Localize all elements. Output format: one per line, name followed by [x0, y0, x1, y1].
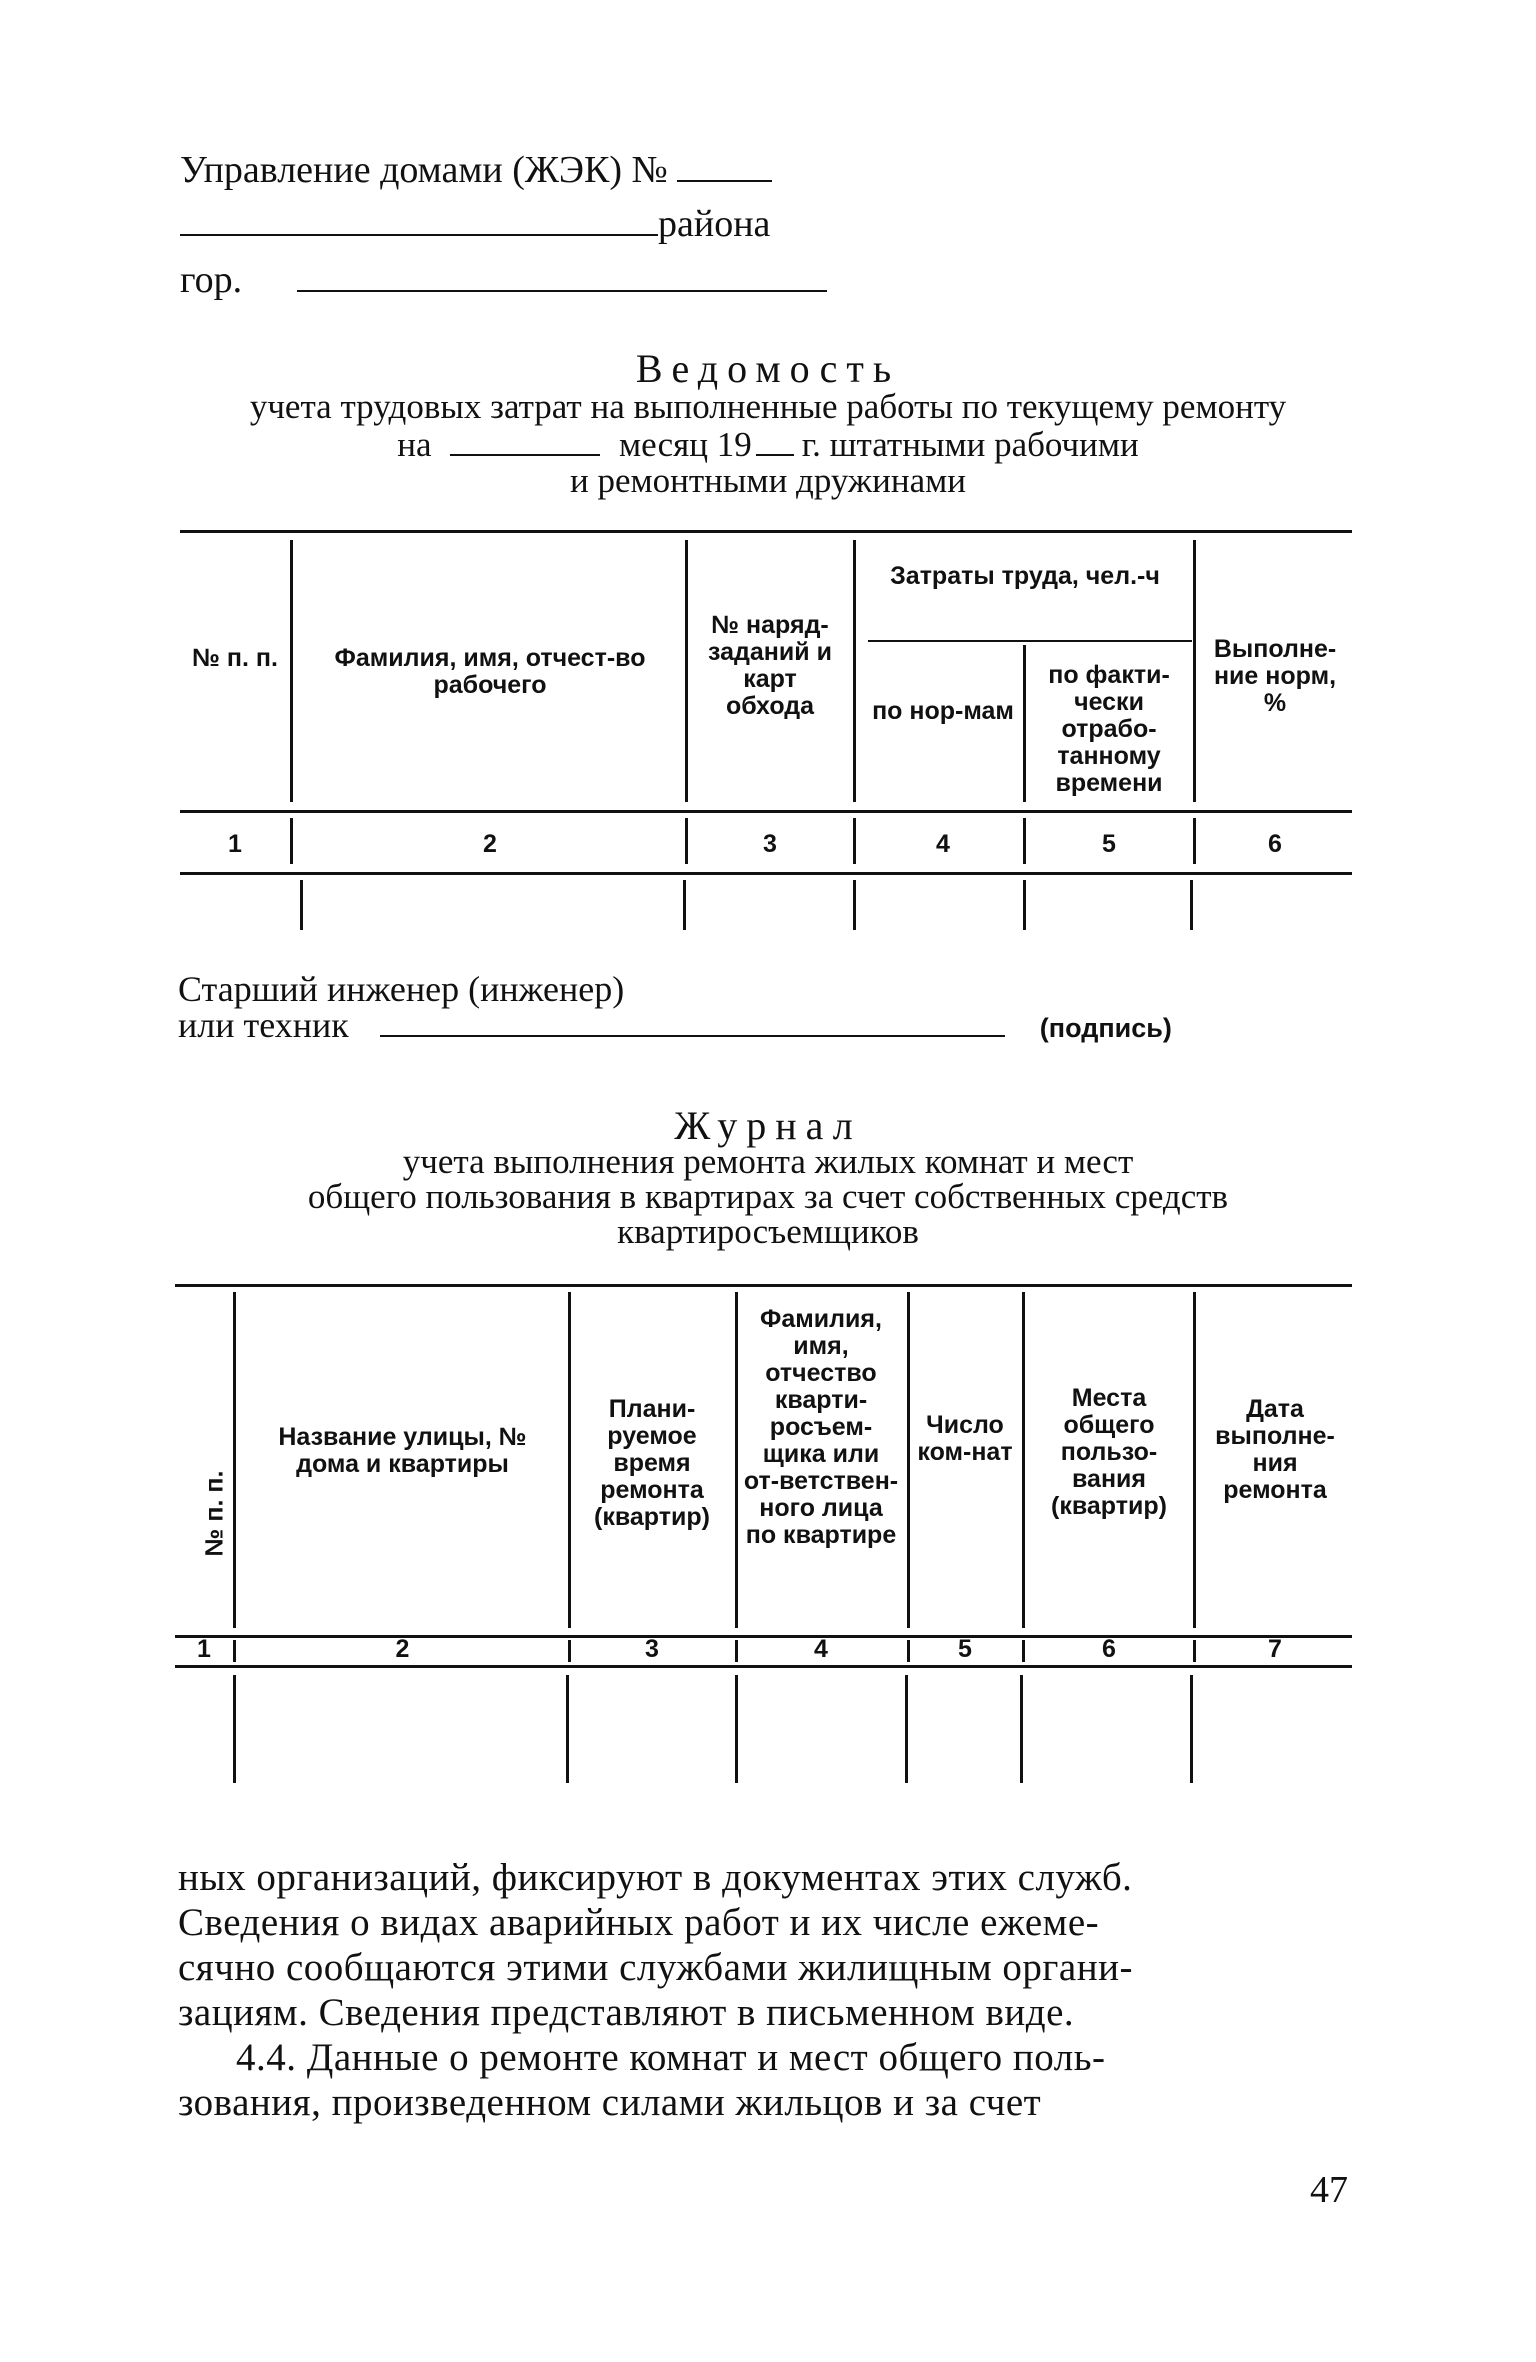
vedomost-num-5: 5: [1102, 830, 1116, 858]
journal-subtitle-1: учета выполнения ремонта жилых комнат и мест: [402, 1142, 1134, 1181]
journal-num-5: 5: [958, 1635, 972, 1663]
body-line-6: зования, произведенном силами жильцов и за счет: [178, 2081, 1042, 2124]
header-line-3: гор.: [180, 258, 827, 302]
body-paragraph: [178, 1855, 1358, 2125]
body-line-5: 4.4. Данные о ремонте комнат и мест общего поль-: [236, 2036, 1106, 2079]
signature-line-2: или техник (подпись): [178, 1005, 1172, 1045]
body-line-3: сячно сообщаются этими службами жилищным органи-: [178, 1946, 1133, 1989]
journal-subtitle-2: общего пользования в квартирах за счет собственных средств: [307, 1177, 1229, 1216]
journal-col-planned-time: Плани-руемое время ремонта (квартир): [594, 1395, 710, 1531]
body-line-1: ных организаций, фиксируют в документах этих служб.: [178, 1856, 1133, 1899]
vedomost-num-1: 1: [228, 830, 242, 858]
vedomost-title: Ведомость: [635, 346, 901, 391]
journal-col-date: Дата выполне-ния ремонта: [1215, 1395, 1335, 1504]
journal-subtitle-3: квартиросъемщиков: [617, 1212, 919, 1251]
page-number: 47: [1310, 2169, 1348, 2211]
journal-num-1: 1: [197, 1635, 211, 1663]
vedomost-subtitle-2: на месяц 19 г. штатными рабочими: [397, 425, 1139, 464]
journal-num-4: 4: [814, 1635, 828, 1663]
vedomost-num-2: 2: [483, 830, 497, 858]
journal-num-3: 3: [645, 1635, 659, 1663]
vedomost-col-performance: Выполне-ние норм, %: [1213, 635, 1337, 717]
journal-col-rooms: Число ком-нат: [917, 1411, 1013, 1466]
journal-num-6: 6: [1102, 1635, 1116, 1663]
vedomost-col-orders: № наряд-заданий и карт обхода: [708, 611, 832, 720]
journal-title: Журнал: [674, 1103, 862, 1148]
header-line-2: района: [180, 202, 770, 246]
signature-caption: (подпись): [1039, 1013, 1172, 1043]
vedomost-col-number: № п. п.: [192, 644, 278, 672]
vedomost-subtitle-1: учета трудовых затрат на выполненные работы по текущему ремонту: [249, 387, 1287, 426]
vedomost-num-6: 6: [1268, 830, 1282, 858]
journal-col-address: Название улицы, № дома и квартиры: [278, 1423, 527, 1478]
vedomost-col-labor: Затраты труда, чел.-ч: [890, 562, 1160, 590]
header-line-1: Управление домами (ЖЭК) №: [180, 148, 772, 192]
journal-col-number: № п. п.: [200, 1470, 229, 1557]
journal-col-tenant: Фамилия, имя, отчество кварти-росъем-щика или от-ветствен-ного лица по квартире: [743, 1305, 899, 1549]
vedomost-num-3: 3: [763, 830, 777, 858]
vedomost-col-by-norm: по нор-мам: [872, 697, 1014, 725]
signature-line-1: Старший инженер (инженер): [178, 969, 625, 1009]
journal-num-7: 7: [1268, 1635, 1282, 1663]
body-line-2: Сведения о видах аварийных работ и их числе ежеме-: [178, 1901, 1100, 1944]
journal-num-2: 2: [395, 1635, 410, 1663]
vedomost-col-name: Фамилия, имя, отчест-во рабочего: [334, 644, 646, 699]
vedomost-num-4: 4: [936, 830, 950, 858]
vedomost-col-actual: по факти-чески отрабо-танному времени: [1048, 661, 1170, 797]
body-line-4: зациям. Сведения представляют в письменном виде.: [178, 1991, 1075, 2034]
vedomost-subtitle-3: и ремонтными дружинами: [569, 461, 966, 500]
journal-col-common-areas: Места общего пользо-вания (квартир): [1051, 1384, 1167, 1520]
